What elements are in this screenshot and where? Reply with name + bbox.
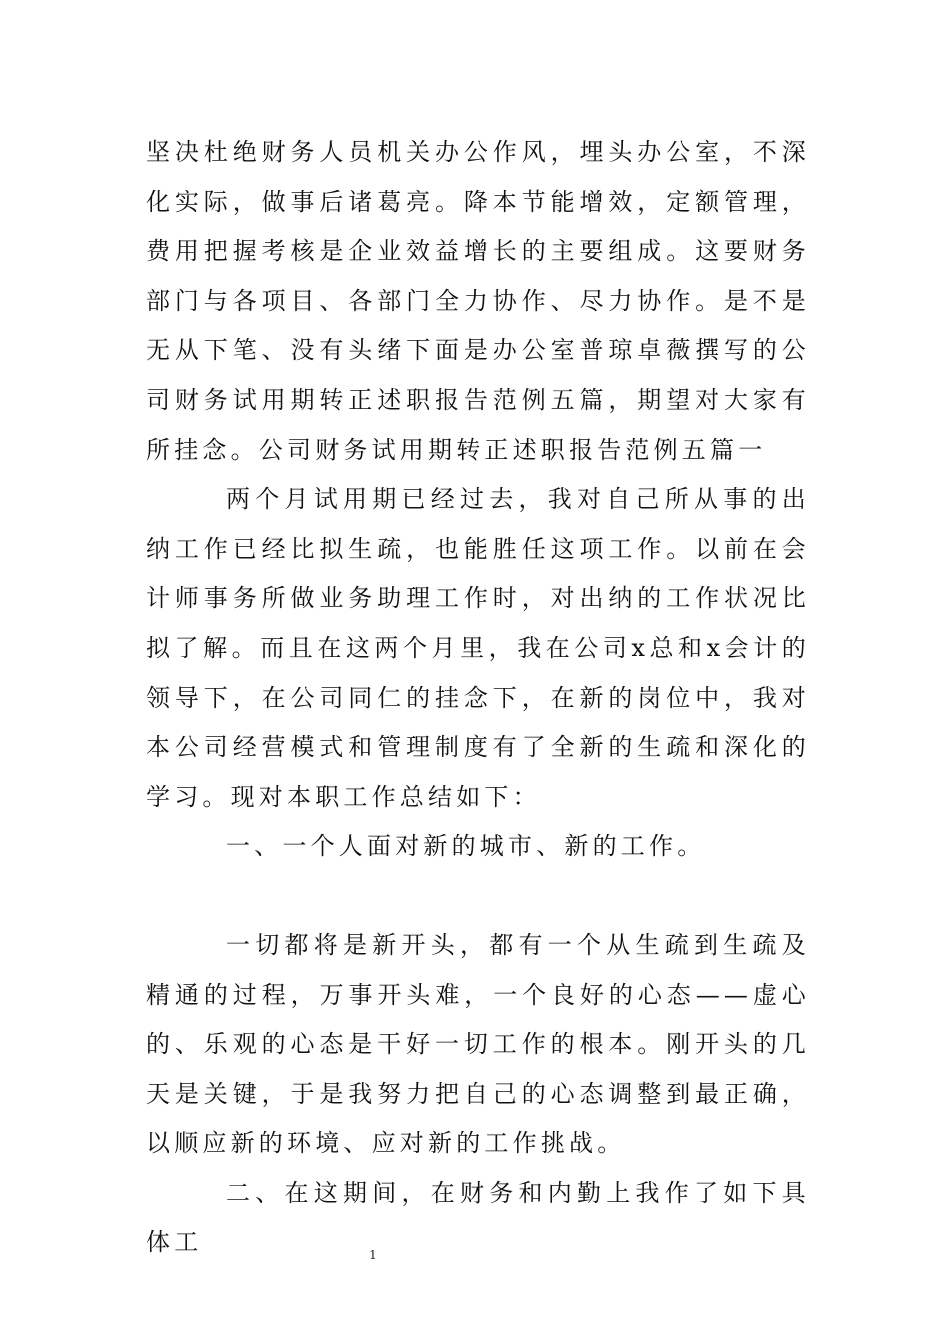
page-number: 1 — [369, 1248, 377, 1262]
document-body — [146, 128, 810, 1268]
section-heading-two: 二、在这期间，在财务和内勤上我作了如下具体工 — [146, 1178, 810, 1257]
section-heading-one: 一、一个人面对新的城市、新的工作。 — [226, 832, 706, 861]
paragraph-new-start: 一切都将是新开头，都有一个从生疏到生疏及精通的过程，万事开头难，一个良好的心态——虚心的、乐观的心态是干好一切工作的根本。刚开头的几天是关键，于是我努力把自己的心态调整到最正确，以顺应新的环境、应对新的工作挑战。 — [146, 930, 810, 1158]
paragraph-probation-summary: 两个月试用期已经过去，我对自己所从事的出纳工作已经比拟生疏，也能胜任这项工作。以前在会计师事务所做业务助理工作时，对出纳的工作状况比拟了解。而且在这两个月里，我在公司x总和x会计的领导下，在公司同仁的挂念下，在新的岗位中，我对本公司经营模式和管理制度有了全新的生疏和深化的学习。现对本职工作总结如下： — [146, 485, 810, 811]
paragraph-intro: 坚决杜绝财务人员机关办公作风，埋头办公室，不深化实际，做事后诸葛亮。降本节能增效，定额管理，费用把握考核是企业效益增长的主要组成。这要财务部门与各项目、各部门全力协作、尽力协作。是不是无从下笔、没有头绪下面是办公室普琼卓薇撰写的公司财务试用期转正述职报告范例五篇，期望对大家有所挂念。公司财务试用期转正述职报告范例五篇一 — [146, 138, 810, 464]
